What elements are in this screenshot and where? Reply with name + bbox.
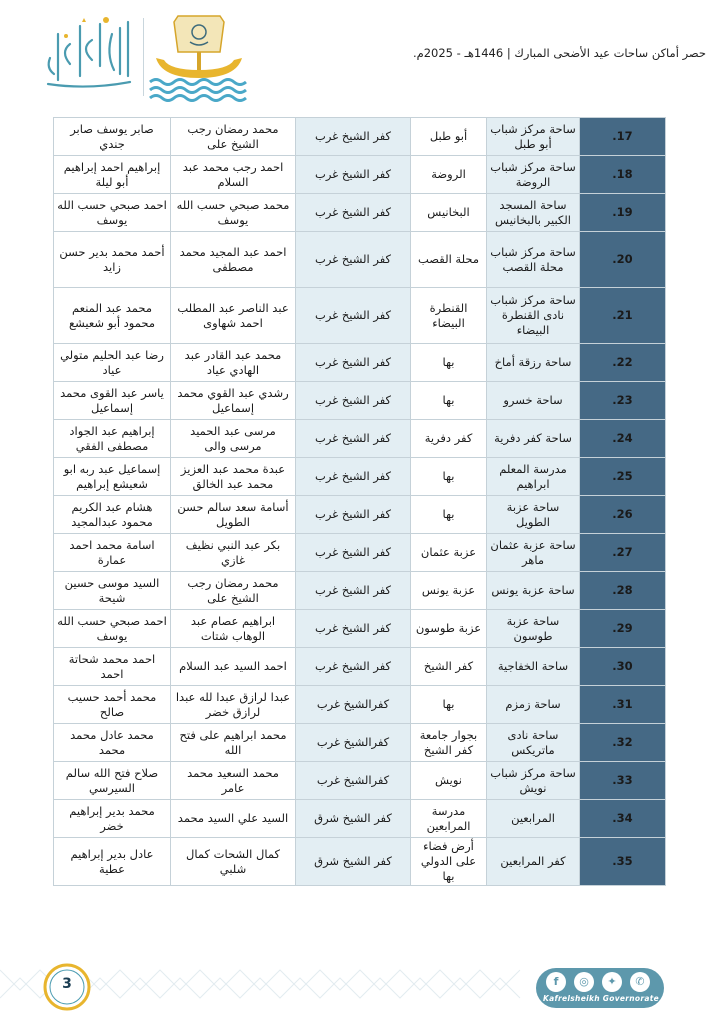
- preacher-name: محمد ابراهيم على فتح الله: [171, 724, 296, 762]
- area-name: محلة القصب: [411, 232, 487, 288]
- table-row: [54, 648, 666, 686]
- page-number: 3: [62, 976, 72, 992]
- row-number: 17.: [580, 118, 666, 156]
- area-name: بها: [411, 344, 487, 382]
- row-number: 35.: [580, 838, 666, 886]
- area-name: القنطرة البيضاء: [411, 288, 487, 344]
- assistant-name: عادل بدير إبراهيم عطية: [54, 838, 171, 886]
- preacher-name: عبدة محمد عبد العزيز محمد عبد الخالق: [171, 458, 296, 496]
- center-name: كفر الشيخ غرب: [296, 572, 411, 610]
- social-icons: [546, 972, 650, 992]
- center-name: كفر الشيخ غرب: [296, 344, 411, 382]
- area-name: البخانيس: [411, 194, 487, 232]
- preacher-name: عبد الناصر عبد المطلب احمد شهاوى: [171, 288, 296, 344]
- area-name: كفر الشيخ: [411, 648, 487, 686]
- row-number: 21.: [580, 288, 666, 344]
- preacher-name: محمد رمضان رجب الشيخ على: [171, 572, 296, 610]
- assistant-name: ياسر عبد القوى محمد إسماعيل: [54, 382, 171, 420]
- center-name: كفر الشيخ غرب: [296, 420, 411, 458]
- row-number: 29.: [580, 610, 666, 648]
- area-name: عزبة عثمان: [411, 534, 487, 572]
- prayer-ground-name: ساحة نادى ماتريكس: [487, 724, 580, 762]
- prayer-ground-name: ساحة عزبة يونس: [487, 572, 580, 610]
- row-number: 34.: [580, 800, 666, 838]
- row-number: 19.: [580, 194, 666, 232]
- table-row: [54, 534, 666, 572]
- table-row: [54, 288, 666, 344]
- area-name: مدرسة المرابعين: [411, 800, 487, 838]
- eid-calligraphy-logo: [40, 14, 136, 94]
- assistant-name: محمد عادل محمد محمد: [54, 724, 171, 762]
- preacher-name: محمد رمضان رجب الشيخ على: [171, 118, 296, 156]
- assistant-name: أحمد محمد بدير حسن زايد: [54, 232, 171, 288]
- preacher-name: أسامة سعد سالم حسن الطويل: [171, 496, 296, 534]
- center-name: كفر الشيخ غرب: [296, 156, 411, 194]
- row-number: 31.: [580, 686, 666, 724]
- preacher-name: احمد عبد المجيد محمد مصطفى: [171, 232, 296, 288]
- area-name: بها: [411, 686, 487, 724]
- center-name: كفر الشيخ غرب: [296, 610, 411, 648]
- preacher-name: كمال الشحات كمال شلبي: [171, 838, 296, 886]
- assistant-name: السيد موسى حسين شيحة: [54, 572, 171, 610]
- preacher-name: السيد علي السيد محمد: [171, 800, 296, 838]
- center-name: كفر الشيخ شرق: [296, 800, 411, 838]
- preacher-name: مرسى عبد الحميد مرسى والى: [171, 420, 296, 458]
- preacher-name: محمد السعيد محمد عامر: [171, 762, 296, 800]
- prayer-ground-name: ساحة مركز شباب أبو طبل: [487, 118, 580, 156]
- center-name: كفر الشيخ غرب: [296, 232, 411, 288]
- table-row: [54, 194, 666, 232]
- table-row: [54, 118, 666, 156]
- table-row: [54, 382, 666, 420]
- table-row: [54, 800, 666, 838]
- preacher-name: احمد رجب محمد عبد السلام: [171, 156, 296, 194]
- header-divider: [143, 18, 144, 96]
- preacher-name: عبدا لرازق عبدا لله عبدا لرازق خضر: [171, 686, 296, 724]
- area-name: بها: [411, 458, 487, 496]
- prayer-ground-name: ساحة المسجد الكبير بالبخانيس: [487, 194, 580, 232]
- row-number: 28.: [580, 572, 666, 610]
- area-name: أرض فضاء على الدولي بها: [411, 838, 487, 886]
- center-name: كفر الشيخ غرب: [296, 194, 411, 232]
- center-name: كفر الشيخ غرب: [296, 118, 411, 156]
- table-row: [54, 838, 666, 886]
- area-name: بها: [411, 496, 487, 534]
- prayer-ground-name: ساحة كفر دفرية: [487, 420, 580, 458]
- assistant-name: إبراهيم عبد الجواد مصطفى الفقي: [54, 420, 171, 458]
- center-name: كفرالشيخ غرب: [296, 686, 411, 724]
- area-name: الروضة: [411, 156, 487, 194]
- assistant-name: احمد صبحي حسب الله يوسف: [54, 610, 171, 648]
- table-row: [54, 420, 666, 458]
- row-number: 22.: [580, 344, 666, 382]
- table-row: [54, 458, 666, 496]
- area-name: عزبة يونس: [411, 572, 487, 610]
- area-name: بها: [411, 382, 487, 420]
- prayer-ground-name: ساحة مركز شباب نويش: [487, 762, 580, 800]
- governorate-logo: [148, 12, 250, 104]
- whatsapp-icon[interactable]: ✆: [630, 972, 650, 992]
- assistant-name: هشام عبد الكريم محمود عبدالمجيد: [54, 496, 171, 534]
- center-name: كفر الشيخ غرب: [296, 648, 411, 686]
- prayer-ground-name: ساحة رزقة أماخ: [487, 344, 580, 382]
- center-name: كفر الشيخ غرب: [296, 288, 411, 344]
- row-number: 20.: [580, 232, 666, 288]
- area-name: نويش: [411, 762, 487, 800]
- prayer-grounds-table: [53, 117, 666, 886]
- row-number: 30.: [580, 648, 666, 686]
- document-title: حصر أماكن ساحات عيد الأضحى المبارك | 1446هـ - 2025م.: [412, 46, 706, 60]
- assistant-name: إبراهيم احمد إبراهيم أبو ليلة: [54, 156, 171, 194]
- preacher-name: بكر عبد النبي نظيف غازي: [171, 534, 296, 572]
- page-header: [0, 0, 720, 112]
- prayer-ground-name: ساحة خسرو: [487, 382, 580, 420]
- table-row: [54, 344, 666, 382]
- center-name: كفرالشيخ غرب: [296, 724, 411, 762]
- twitter-icon[interactable]: ✦: [602, 972, 622, 992]
- assistant-name: محمد عبد المنعم محمود أبو شعيشع: [54, 288, 171, 344]
- preacher-name: رشدي عبد القوي محمد إسماعيل: [171, 382, 296, 420]
- center-name: كفر الشيخ غرب: [296, 382, 411, 420]
- center-name: كفر الشيخ غرب: [296, 534, 411, 572]
- row-number: 33.: [580, 762, 666, 800]
- prayer-ground-name: ساحة الخفاجية: [487, 648, 580, 686]
- assistant-name: صابر يوسف صابر جندي: [54, 118, 171, 156]
- area-name: عزبة طوسون: [411, 610, 487, 648]
- area-name: بجوار جامعة كفر الشيخ: [411, 724, 487, 762]
- preacher-name: محمد صبحي حسب الله يوسف: [171, 194, 296, 232]
- assistant-name: اسامة محمد احمد عمارة: [54, 534, 171, 572]
- assistant-name: احمد محمد شحاتة احمد: [54, 648, 171, 686]
- table-row: [54, 610, 666, 648]
- social-caption: Kafrelsheikh Governorate: [543, 994, 659, 1003]
- row-number: 27.: [580, 534, 666, 572]
- instagram-icon[interactable]: ◎: [574, 972, 594, 992]
- row-number: 32.: [580, 724, 666, 762]
- center-name: كفرالشيخ غرب: [296, 762, 411, 800]
- table-row: [54, 572, 666, 610]
- preacher-name: احمد السيد عبد السلام: [171, 648, 296, 686]
- preacher-name: محمد عبد القادر عبد الهادي عياد: [171, 344, 296, 382]
- area-name: أبو طبل: [411, 118, 487, 156]
- table-row: [54, 232, 666, 288]
- preacher-name: ابراهيم عصام عبد الوهاب شتات: [171, 610, 296, 648]
- table-row: [54, 724, 666, 762]
- center-name: كفر الشيخ غرب: [296, 458, 411, 496]
- prayer-ground-name: ساحة عزبة طوسون: [487, 610, 580, 648]
- row-number: 23.: [580, 382, 666, 420]
- prayer-ground-name: ساحة زمزم: [487, 686, 580, 724]
- assistant-name: إسماعيل عبد ربه ابو شعيشع إبراهيم: [54, 458, 171, 496]
- row-number: 25.: [580, 458, 666, 496]
- table-row: [54, 762, 666, 800]
- assistant-name: محمد أحمد حسيب صالح: [54, 686, 171, 724]
- table-row: [54, 686, 666, 724]
- prayer-ground-name: ساحة عزبة الطويل: [487, 496, 580, 534]
- assistant-name: احمد صبحي حسب الله يوسف: [54, 194, 171, 232]
- assistant-name: محمد بدير إبراهيم خضر: [54, 800, 171, 838]
- assistant-name: صلاح فتح الله سالم السيرسي: [54, 762, 171, 800]
- facebook-icon[interactable]: f: [546, 972, 566, 992]
- prayer-ground-name: ساحة عزبة عثمان ماهر: [487, 534, 580, 572]
- row-number: 24.: [580, 420, 666, 458]
- assistant-name: رضا عبد الحليم متولي عياد: [54, 344, 171, 382]
- prayer-ground-name: ساحة مركز شباب الروضة: [487, 156, 580, 194]
- prayer-ground-name: كفر المرابعين: [487, 838, 580, 886]
- table-row: [54, 496, 666, 534]
- center-name: كفر الشيخ شرق: [296, 838, 411, 886]
- prayer-ground-name: ساحة مركز شباب محلة القصب: [487, 232, 580, 288]
- table-row: [54, 156, 666, 194]
- prayer-ground-name: ساحة مركز شباب نادى القنطرة البيضاء: [487, 288, 580, 344]
- prayer-ground-name: المرابعين: [487, 800, 580, 838]
- area-name: كفر دفرية: [411, 420, 487, 458]
- center-name: كفر الشيخ غرب: [296, 496, 411, 534]
- prayer-ground-name: مدرسة المعلم ابراهيم: [487, 458, 580, 496]
- row-number: 18.: [580, 156, 666, 194]
- row-number: 26.: [580, 496, 666, 534]
